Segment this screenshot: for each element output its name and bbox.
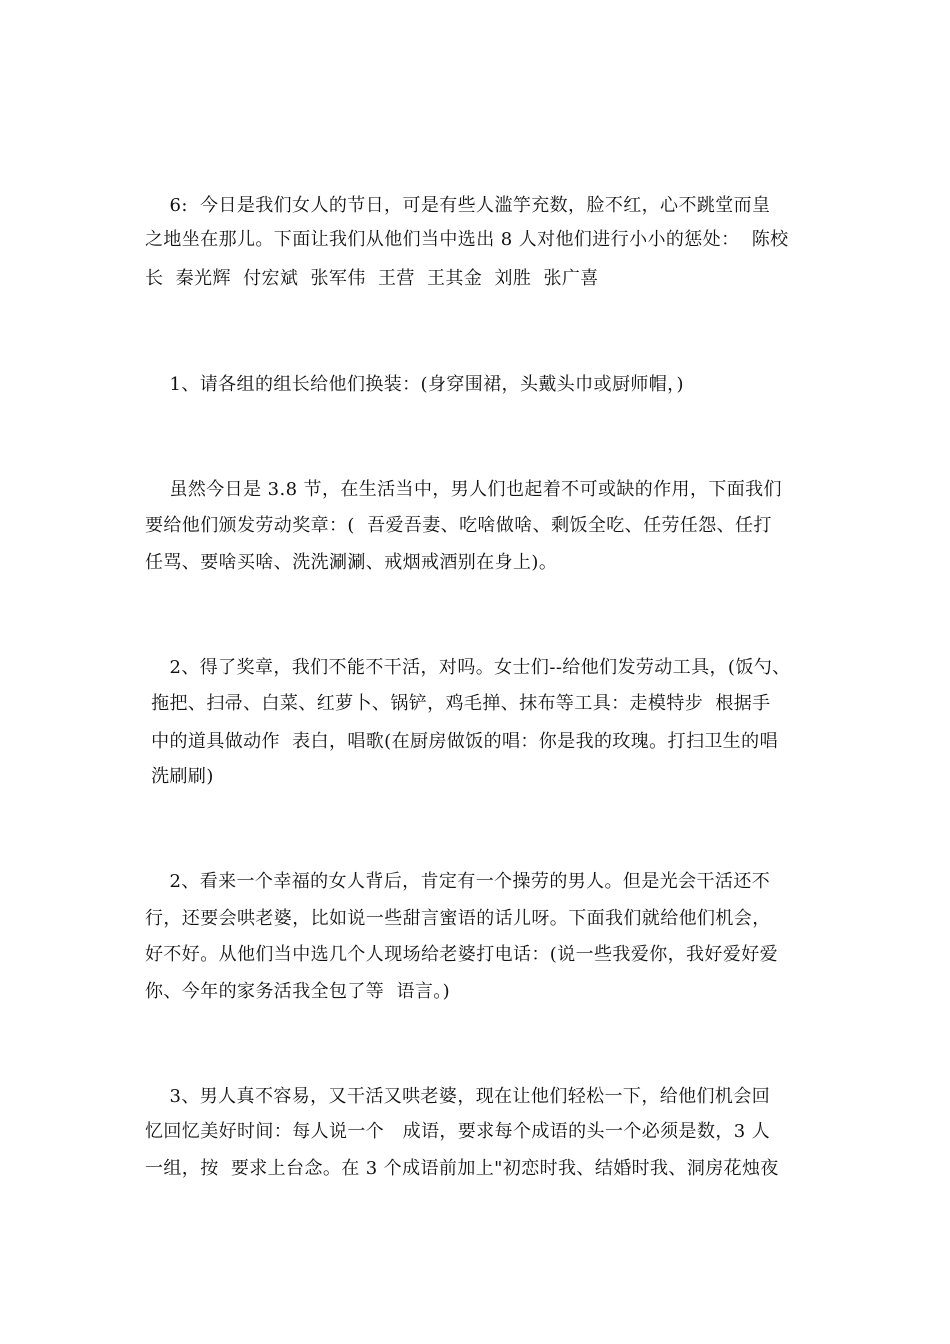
paragraph-4-line-4: 洗刷刷) xyxy=(145,766,214,787)
paragraph-5-line-3: 好不好。从他们当中选几个人现场给老婆打电话：(说一些我爱你，我好爱好爱 xyxy=(145,944,779,965)
paragraph-1-line-1: 6: 今日是我们女人的节日，可是有些人滥竽充数，脸不红，心不跳堂而皇 xyxy=(145,195,771,216)
paragraph-3-line-2: 要给他们颁发劳动奖章：( 吾爱吾妻、吃啥做啥、剩饭全吃、任劳任怨、任打 xyxy=(145,515,772,536)
paragraph-1-line-3: 长 秦光辉 付宏斌 张军伟 王营 王其金 刘胜 张广喜 xyxy=(145,268,599,289)
paragraph-2-line-1: 1、请各组的组长给他们换装：(身穿围裙，头戴头巾或厨师帽，) xyxy=(145,374,684,395)
paragraph-6-line-3: 一组，按 要求上台念。在 3 个成语前加上"初恋时我、结婚时我、洞房花烛夜 xyxy=(145,1158,779,1179)
paragraph-3-line-3: 任骂、要啥买啥、洗洗涮涮、戒烟戒酒别在身上)。 xyxy=(145,552,558,573)
paragraph-4-line-1: 2、得了奖章，我们不能不干活，对吗。女士们--给他们发劳动工具，(饭勺、 xyxy=(145,657,791,678)
paragraph-4-line-3: 中的道具做动作 表白，唱歌(在厨房做饭的唱：你是我的玫瑰。打扫卫生的唱 xyxy=(145,731,778,752)
paragraph-5-line-4: 你、今年的家务活我全包了等 语言。) xyxy=(145,981,451,1002)
paragraph-5-line-2: 行，还要会哄老婆，比如说一些甜言蜜语的话儿呀。下面我们就给他们机会， xyxy=(145,908,771,929)
paragraph-3-line-1: 虽然今日是 3.8 节，在生活当中，男人们也起着不可或缺的作用，下面我们 xyxy=(145,479,782,500)
paragraph-6-line-2: 忆回忆美好时间：每人说一个 成语，要求每个成语的头一个必须是数，3 人 xyxy=(145,1121,771,1142)
paragraph-6-line-1: 3、男人真不容易，又干活又哄老婆，现在让他们轻松一下，给他们机会回 xyxy=(145,1086,771,1107)
paragraph-5-line-1: 2、看来一个幸福的女人背后，肯定有一个操劳的男人。但是光会干活还不 xyxy=(145,871,771,892)
paragraph-4-line-2: 拖把、扫帚、白菜、红萝卜、锅铲，鸡毛掸、抹布等工具：走模特步 根据手 xyxy=(145,693,771,714)
paragraph-1-line-2: 之地坐在那儿。下面让我们从他们当中选出 8 人对他们进行小小的惩处： 陈校 xyxy=(145,229,789,250)
